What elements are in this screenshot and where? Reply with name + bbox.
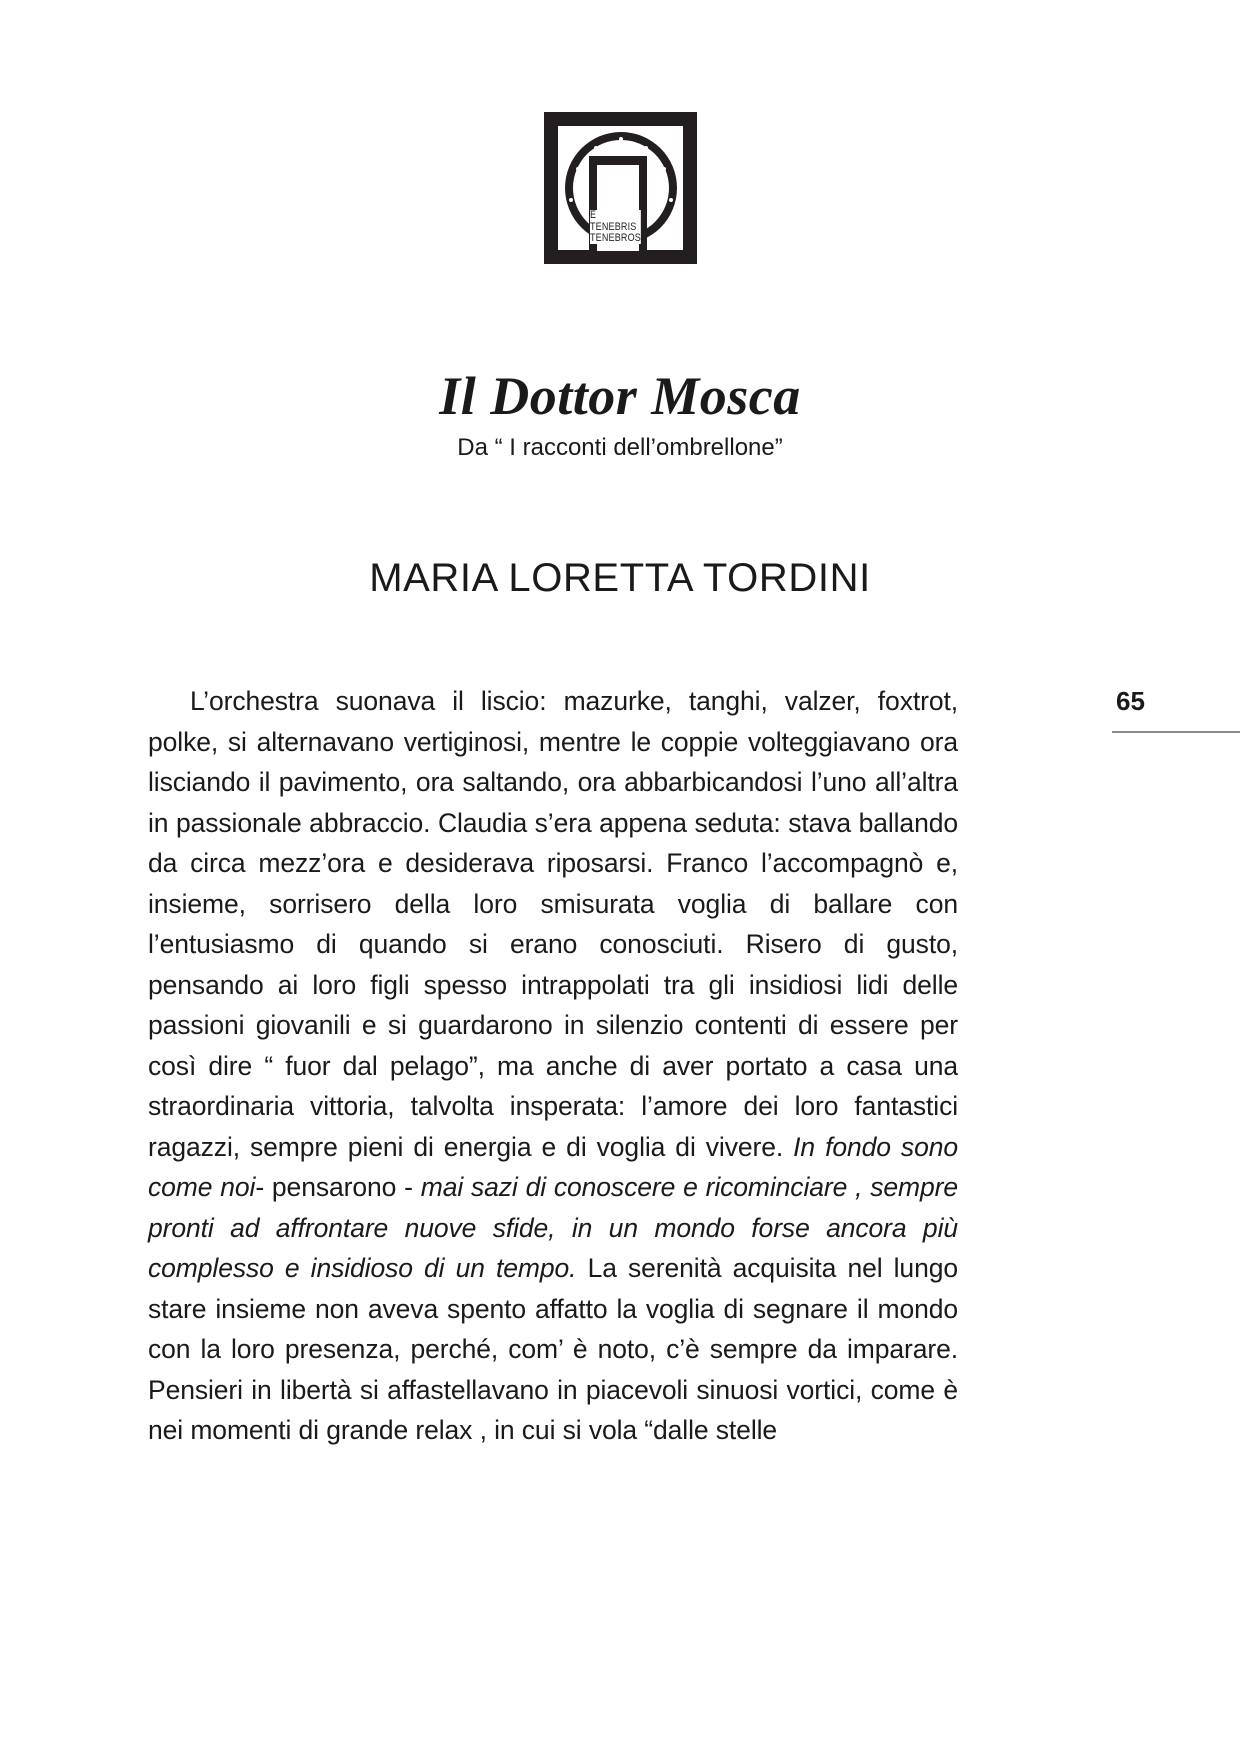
emblem-dot <box>669 198 673 202</box>
author-name: MARIA LORETTA TORDINI <box>369 556 871 600</box>
emblem-dot <box>662 167 666 171</box>
emblem-dot <box>576 167 580 171</box>
body-text-run: La serenità acquisita nel lungo stare insieme non aveva spento affatto la voglia di segnare il mondo con la loro presenza, perché, com’ è noto, c’è sempre da imparare. Pensieri in libertà si affastellavano in piacevoli sinuosi vortici, come è nei momenti di grande relax , in cui si vola “dalle stelle <box>148 1253 958 1445</box>
emblem-dot <box>569 198 573 202</box>
body-text-run: - pensarono - <box>255 1172 421 1202</box>
emblem-inner-field <box>558 126 683 250</box>
folio-divider <box>1112 731 1240 733</box>
emblem-motto <box>589 209 644 244</box>
emblem-motto-line-2: TENEBROSI <box>589 231 644 244</box>
page-number: 65 <box>1116 686 1145 716</box>
body-italic-run: In fondo sono come noi <box>148 1131 958 1202</box>
emblem-dot <box>619 137 623 141</box>
emblem-dot <box>594 146 598 150</box>
e-tenebris-tenebrosi-emblem-icon <box>544 112 697 264</box>
page-subtitle: Da “ I racconti dell’ombrellone” <box>457 434 783 461</box>
emblem-dot <box>644 146 648 150</box>
body-italic-run: mai sazi di conoscere e ricominciare , sempre pronti ad affrontare nuove sfide, in un mondo forse ancora più complesso e insidioso di un tempo. <box>148 1172 958 1283</box>
body-text-run: L’orchestra suonava il liscio: mazurke, tanghi, valzer, foxtrot, polke, si alternavano vertiginosi, mentre le coppie volteggiavano ora lisciando il pavimento, ora saltando, ora abbarbicandosi l’uno all’altra in passionale abbraccio. Claudia s’era appena seduta: stava ballando da circa mezz’ora e desiderava riposarsi. Franco l’accompagnò e, insieme, sorrisero della loro smisurata voglia di ballare con l’entusiasmo di quando si erano conosciuti. Risero di gusto, pensando ai loro figli spesso intrappolati tra gli insidiosi lidi delle passioni giovanili e si guardarono in silenzio contenti di essere per così dire “ fuor dal pelago”, ma anche di aver portato a casa una straordinaria vittoria, talvolta insperata: l’amore dei loro fantastici ragazzi, sempre pieni di energia e di voglia di vivere. <box>148 686 958 1162</box>
page-title: Il Dottor Mosca <box>439 366 801 426</box>
body-paragraph <box>148 681 958 1451</box>
emblem-motto-line-1: E TENEBRIS <box>589 209 636 233</box>
emblem-container <box>0 112 1240 264</box>
body-text-column <box>148 681 958 1451</box>
folio <box>1080 686 1240 733</box>
